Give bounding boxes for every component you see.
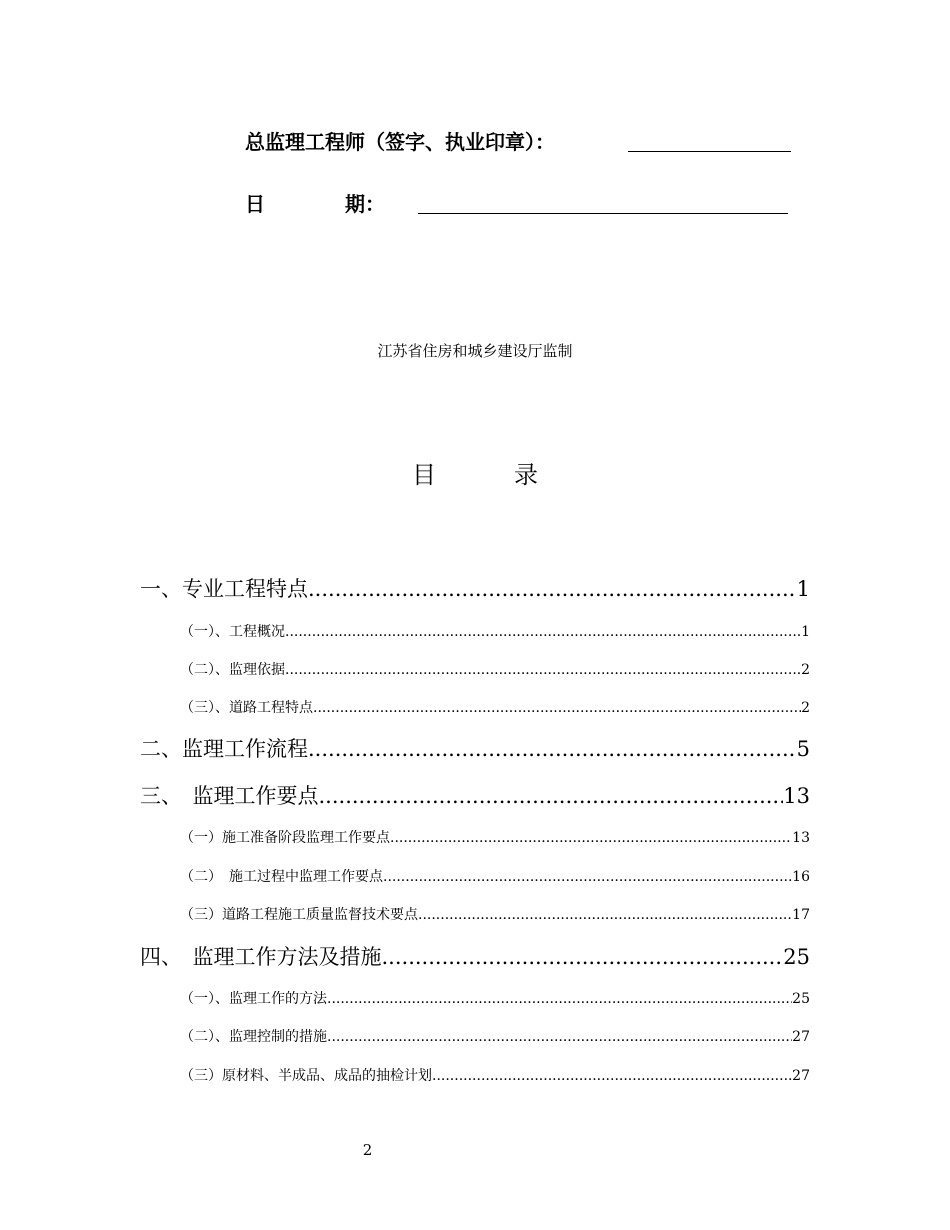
toc-leader-dots [382, 944, 784, 970]
toc-entry[interactable] [180, 906, 810, 924]
toc-leader-dots [432, 1067, 792, 1085]
toc-entry-page: 25 [783, 945, 810, 969]
toc-entry-page: 5 [796, 737, 810, 761]
toc-entry-page: 2 [801, 662, 810, 678]
date-label: 日 期： [245, 192, 385, 216]
toc-entry[interactable] [140, 783, 810, 809]
toc-entry-label: （一）施工准备阶段监理工作要点 [180, 830, 390, 846]
toc-entry-label: （二） 施工过程中监理工作要点 [180, 869, 383, 885]
toc-leader-dots [285, 623, 801, 641]
toc-entry-label: （二）、监理控制的措施 [180, 1029, 327, 1045]
toc-leader-dots [308, 736, 797, 762]
page-number: 2 [362, 1141, 373, 1159]
toc-leader-dots [418, 906, 792, 924]
toc-leader-dots [313, 699, 801, 717]
toc-entry[interactable] [140, 944, 810, 970]
toc-title-char-2: 录 [514, 461, 538, 489]
toc-entry[interactable] [180, 1028, 810, 1046]
toc-leader-dots [383, 868, 792, 886]
toc-entry[interactable] [180, 868, 810, 886]
toc-entry-label: （三）道路工程施工质量监督技术要点 [180, 907, 418, 923]
chief-engineer-label: 总监理工程师（签字、执业印章）： [245, 130, 555, 154]
toc-leader-dots [285, 661, 801, 679]
toc-entry-label: （一）、工程概况 [180, 624, 285, 640]
toc-entry-page: 1 [796, 577, 810, 601]
toc-leader-dots [327, 990, 792, 1008]
toc-entry-page: 17 [792, 907, 810, 923]
toc-entry-page: 2 [801, 700, 810, 716]
toc-entry[interactable] [180, 829, 810, 847]
toc-entry-label: 三、 监理工作要点 [140, 784, 319, 808]
toc-entry-page: 13 [783, 784, 810, 808]
toc-title-char-1: 目 [412, 461, 436, 489]
toc-entry[interactable] [140, 736, 810, 762]
toc-entry-page: 27 [792, 1068, 810, 1084]
toc-entry[interactable] [180, 1067, 810, 1085]
toc-entry-page: 27 [792, 1029, 810, 1045]
toc-entry-label: 四、 监理工作方法及措施 [140, 945, 382, 969]
toc-entry-label: 二、监理工作流程 [140, 737, 308, 761]
toc-entry[interactable] [180, 623, 810, 641]
toc-entry-page: 13 [792, 830, 810, 846]
toc-leader-dots [390, 829, 792, 847]
toc-entry[interactable] [180, 990, 810, 1008]
toc-entry-page: 25 [792, 991, 810, 1007]
toc-leader-dots [319, 783, 784, 809]
toc-entry-label: （一）、监理工作的方法 [180, 991, 327, 1007]
toc-entry-label: （三）原材料、半成品、成品的抽检计划 [180, 1068, 432, 1084]
toc-entry-page: 1 [801, 624, 810, 640]
toc-entry-label: 一、专业工程特点 [140, 577, 308, 601]
toc-entry[interactable] [180, 661, 810, 679]
toc-entry-label: （三）、道路工程特点 [180, 700, 313, 716]
toc-leader-dots [308, 576, 797, 602]
toc-entry[interactable] [180, 699, 810, 717]
toc-entry[interactable] [140, 576, 810, 602]
supervisor-text: 江苏省住房和城乡建设厅监制 [377, 342, 573, 360]
toc-entry-label: （二）、监理依据 [180, 662, 285, 678]
toc-leader-dots [327, 1028, 792, 1046]
toc-entry-page: 16 [792, 869, 810, 885]
